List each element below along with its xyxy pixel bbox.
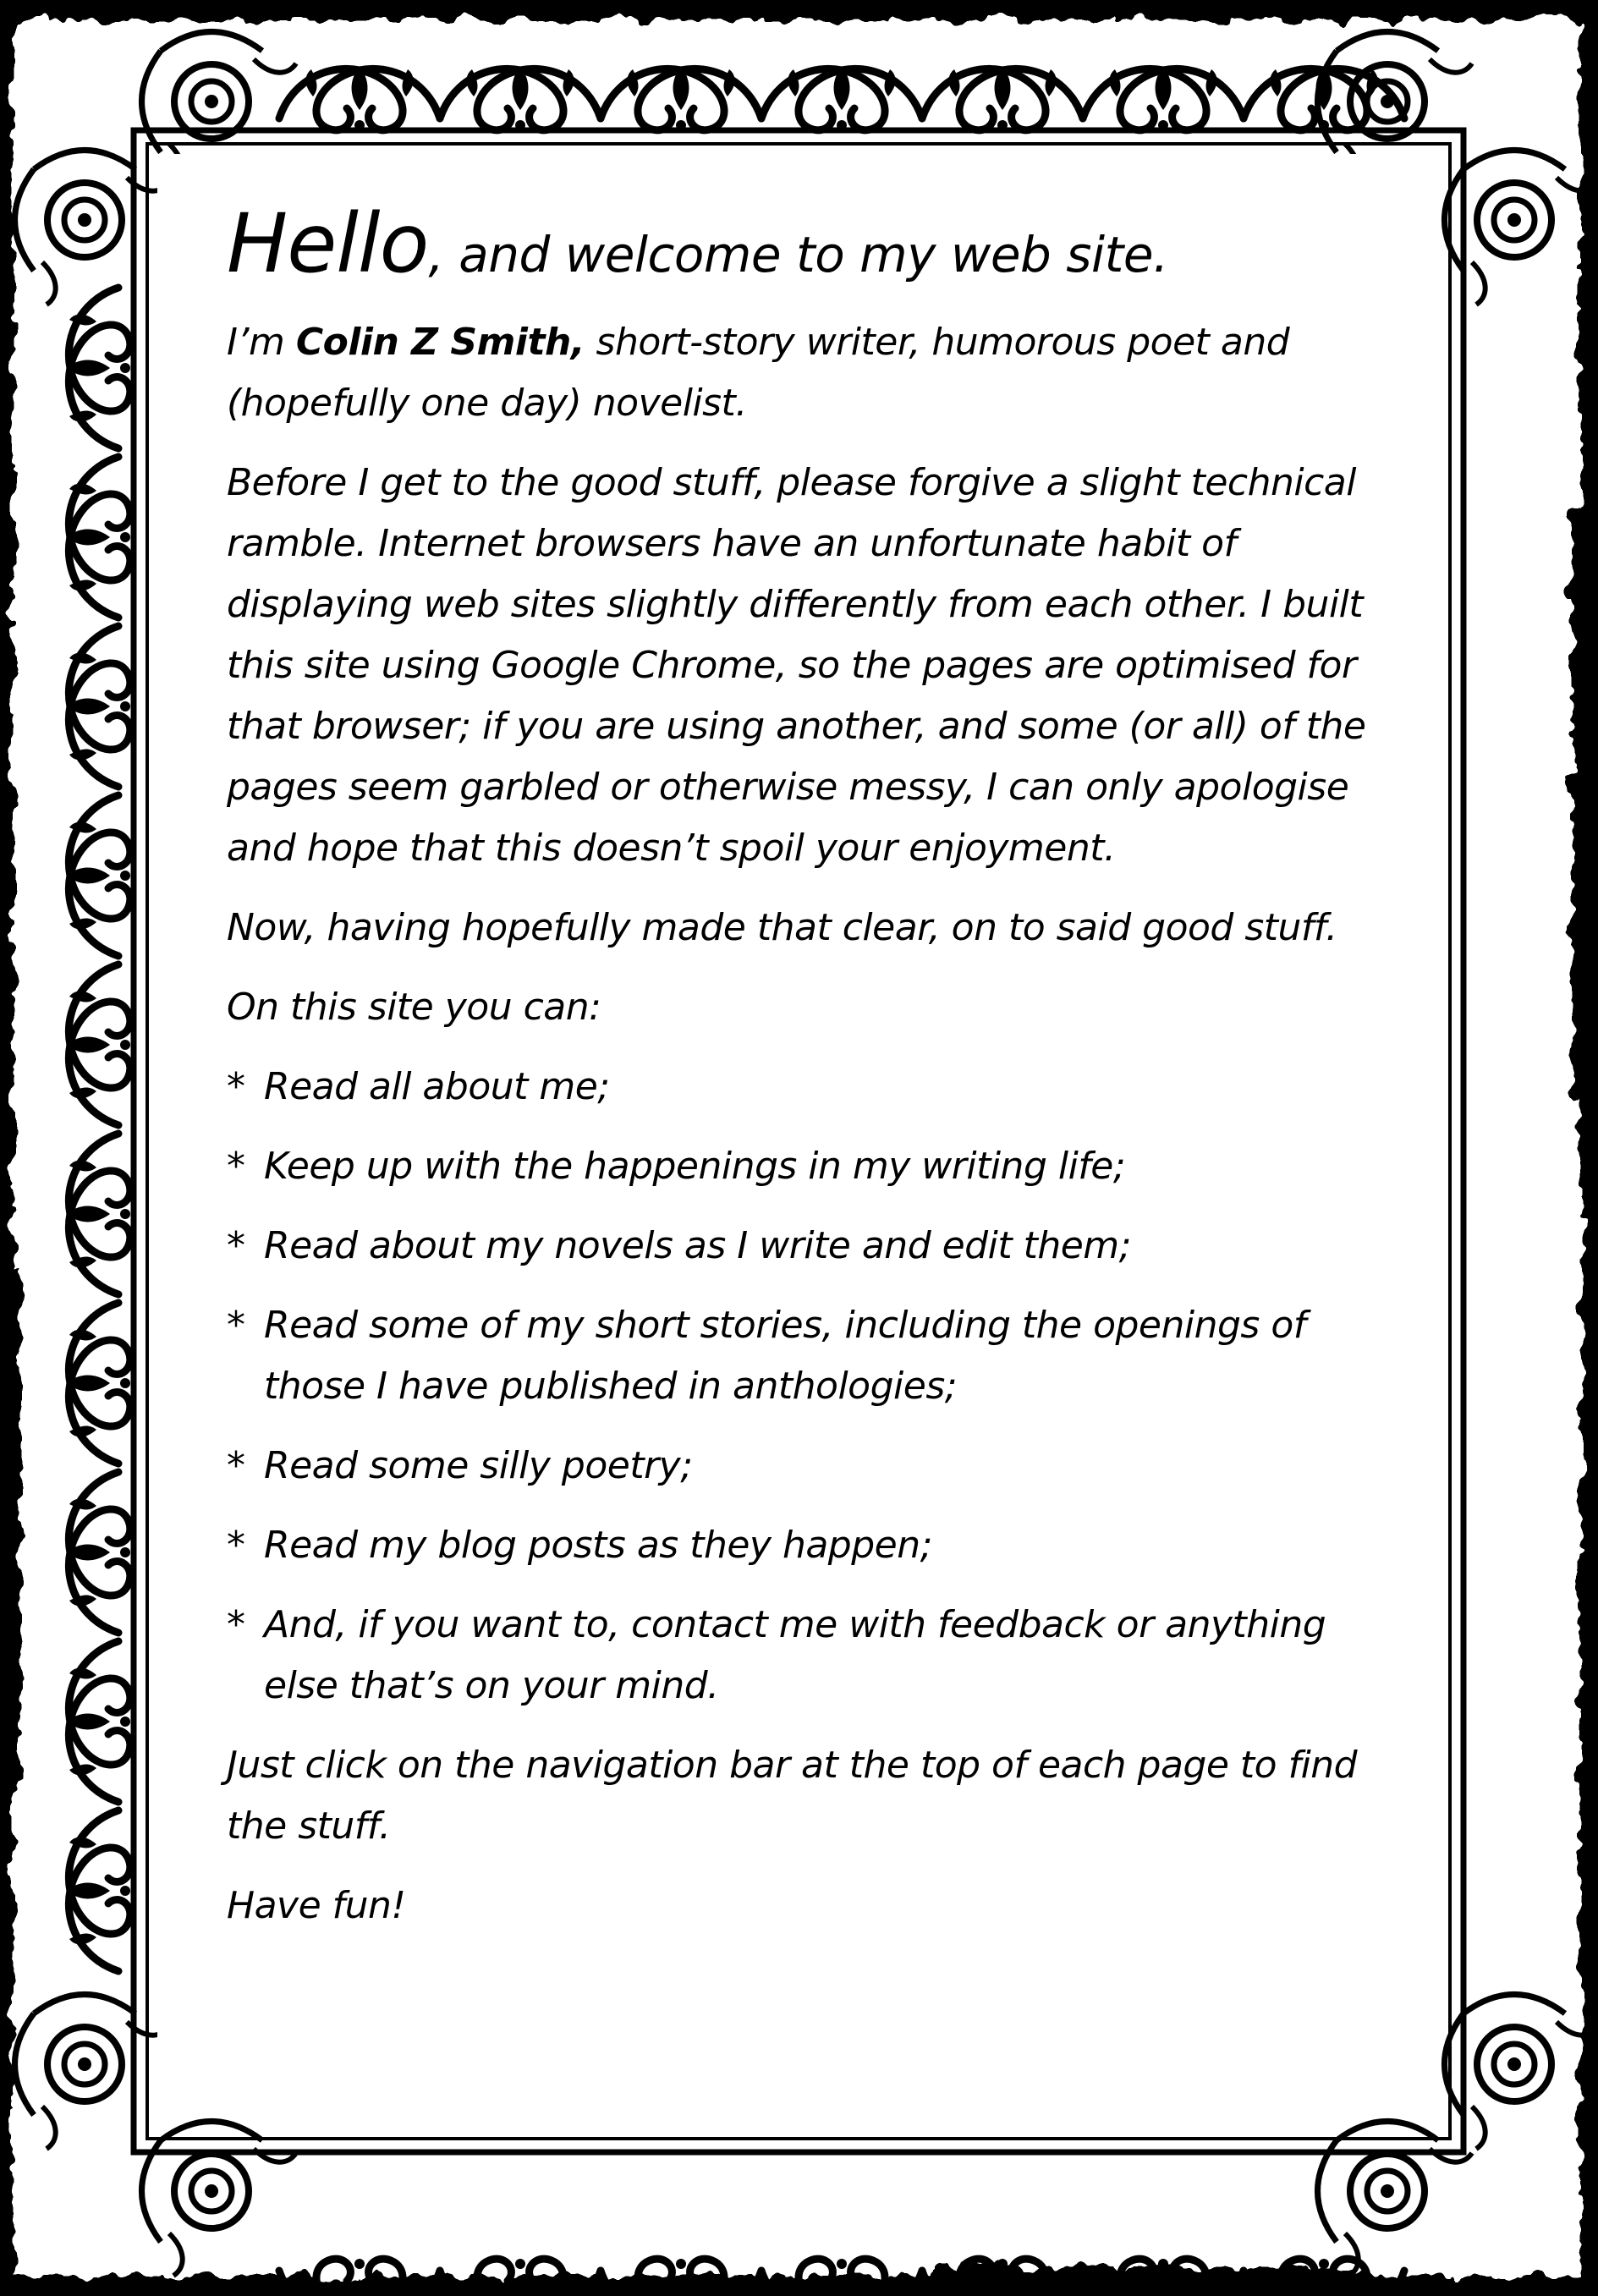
technical-paragraph: Before I get to the good stuff, please forgive a slight technical ramble. Internet browsers have an unfortunate habit of displaying web sites slightly differently from each other. I built this site using Google Chrome, so the pages are optimised for that browser; if you are using another, and some (or all) of the pages seem garbled or otherwise messy, I can only apologise and hope that this doesn’t spoil your enjoyment. xyxy=(227,461,1366,870)
feature-about: Read all about me; xyxy=(264,1065,610,1108)
feature-writing-life: Keep up with the happenings in my writing life; xyxy=(264,1145,1126,1188)
feature-poetry: Read some silly poetry; xyxy=(264,1444,693,1487)
bullet-marker: * xyxy=(227,1224,245,1267)
bullet-marker: * xyxy=(227,1304,245,1347)
feature-blog: Read my blog posts as they happen; xyxy=(264,1524,932,1567)
bullet-marker: * xyxy=(227,1524,245,1567)
greeting-heading xyxy=(227,196,1394,297)
list-item xyxy=(227,1295,1394,1417)
bullet-marker: * xyxy=(227,1145,245,1188)
list-item xyxy=(227,1216,1394,1277)
list-item xyxy=(227,1515,1394,1576)
intro-paragraph xyxy=(227,312,1394,434)
author-name: Colin Z Smith, xyxy=(295,321,585,364)
signoff: Have fun! xyxy=(227,1884,406,1927)
list-item xyxy=(227,1595,1394,1717)
greeting-rest: , and welcome to my web site. xyxy=(428,226,1168,283)
feature-contact: And, if you want to, contact me with feedback or anything else that’s on your mind. xyxy=(264,1603,1326,1707)
intro-suffix: short-story writer, humorous poet and (hopefully one day) novelist. xyxy=(227,321,1290,425)
bullet-marker: * xyxy=(227,1603,245,1646)
closing-paragraph: Just click on the navigation bar at the top of each page to find the stuff. xyxy=(227,1744,1358,1848)
now-paragraph: Now, having hopefully made that clear, on to said good stuff. xyxy=(227,906,1337,949)
bullet-marker: * xyxy=(227,1065,245,1108)
feature-novels: Read about my novels as I write and edit them; xyxy=(264,1224,1131,1267)
greeting-hello: Hello xyxy=(227,196,429,291)
feature-short-stories: Read some of my short stories, including the openings of those I have published in anthologies; xyxy=(264,1304,1306,1408)
list-item xyxy=(227,1436,1394,1497)
bullet-marker: * xyxy=(227,1444,245,1487)
main-content xyxy=(227,196,1394,1955)
list-item xyxy=(227,1057,1394,1118)
intro-prefix: I’m xyxy=(227,321,296,364)
list-intro: On this site you can: xyxy=(227,986,601,1029)
list-item xyxy=(227,1136,1394,1197)
